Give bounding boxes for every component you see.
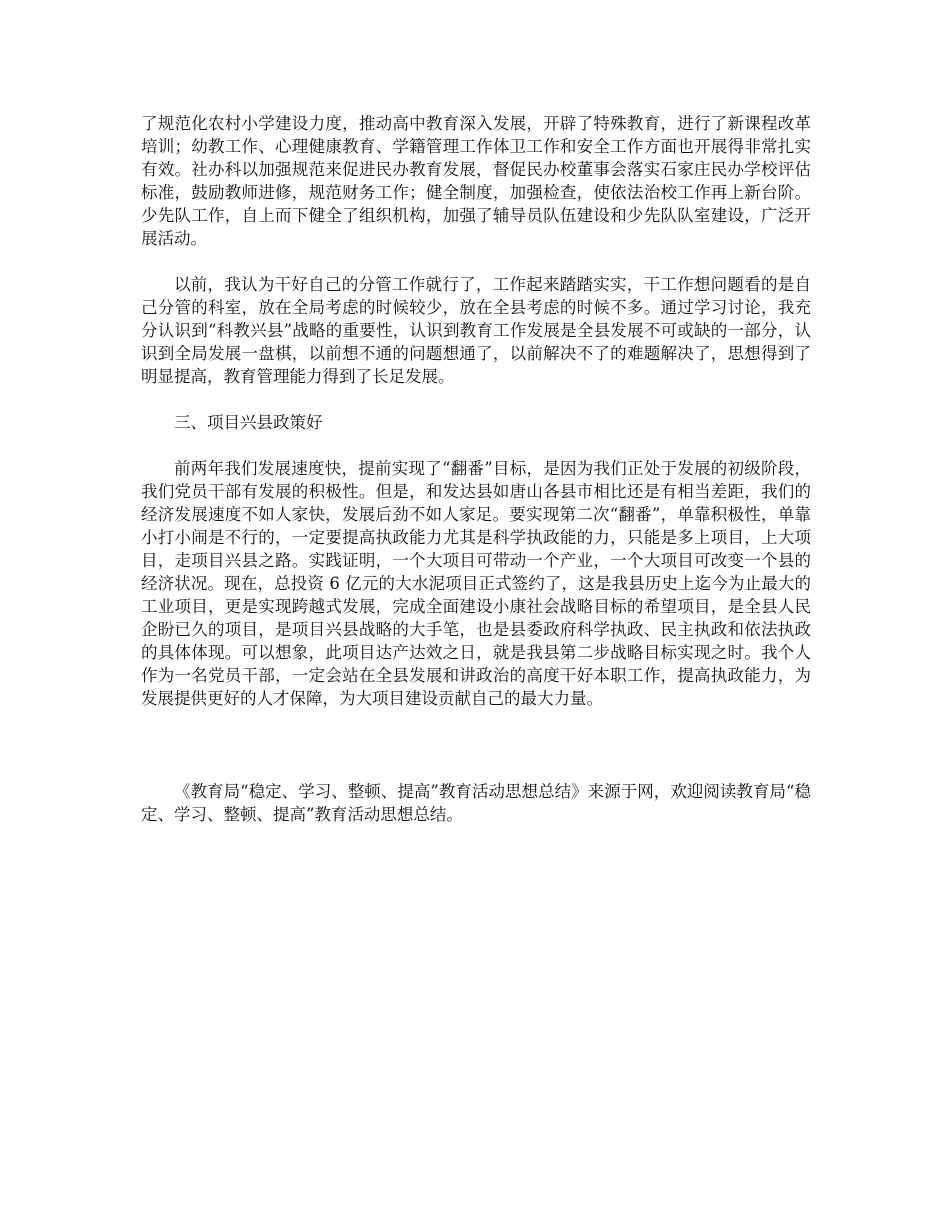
section-heading: 三、项目兴县政策好 bbox=[174, 413, 323, 432]
paragraph-continuation: 了规范化农村小学建设力度，推动高中教育深入发展，开辟了特殊教育，进行了新课程改革培训；幼教工作、心理健康教育、学籍管理工作体卫工作和安全工作方面也开展得非常扎实有效。社办科以加强规范来促进民办教育发展，督促民办校董事会落实石家庄民办学校评估标准，鼓励教师进修，规范财务工作；健全制度，加强检查，使依法治校工作再上新台阶。少先队工作，自上而下健全了组织机构，加强了辅导员队伍建设和少先队队室建设，广泛开展活动。 bbox=[141, 114, 811, 248]
source-note: 《教育局“稳定、学习、整顿、提高”教育活动思想总结》来源于网，欢迎阅读教育局“稳定、学习、整顿、提高”教育活动思想总结。 bbox=[141, 782, 811, 824]
paragraph-reflection: 以前，我认为干好自己的分管工作就行了，工作起来踏踏实实，干工作想问题看的是自己分管的科室，放在全局考虑的时候较少，放在全县考虑的时候不多。通过学习讨论，我充分认识到“科教兴县”战略的重要性，认识到教育工作发展是全县发展不可或缺的一部分，认识到全局发展一盘棋，以前想不通的问题想通了，以前解决不了的难题解决了，思想得到了明显提高，教育管理能力得到了长足发展。 bbox=[141, 275, 811, 386]
paragraph-projects: 前两年我们发展速度快，提前实现了“翻番”目标，是因为我们正处于发展的初级阶段，我们党员干部有发展的积极性。但是，和发达县如唐山各县市相比还是有相当差距，我们的经济发展速度不如人家快，发展后劲不如人家足。要实现第二次“翻番”，单靠积极性，单靠小打小闹是不行的，一定要提高执政能力尤其是科学执政能的力，只能是多上项目，上大项目，走项目兴县之路。实践证明，一个大项目可带动一个产业，一个大项目可改变一个县的经济状况。现在，总投资 6 亿元的大水泥项目正式签约了，这是我县历史上迄今为止最大的工业项目，更是实现跨越式发展，完成全面建设小康社会战略目标的希望项目，是全县人民企盼已久的项目，是项目兴县战略的大手笔，也是县委政府科学执政、民主执政和依法执政的具体体现。可以想象，此项目达产达效之日，就是我县第二步战略目标实现之时。我个人作为一名党员干部，一定会站在全县发展和讲政治的高度干好本职工作，提高执政能力，为发展提供更好的人才保障，为大项目建设贡献自己的最大力量。 bbox=[141, 459, 811, 708]
document-body bbox=[141, 112, 811, 826]
